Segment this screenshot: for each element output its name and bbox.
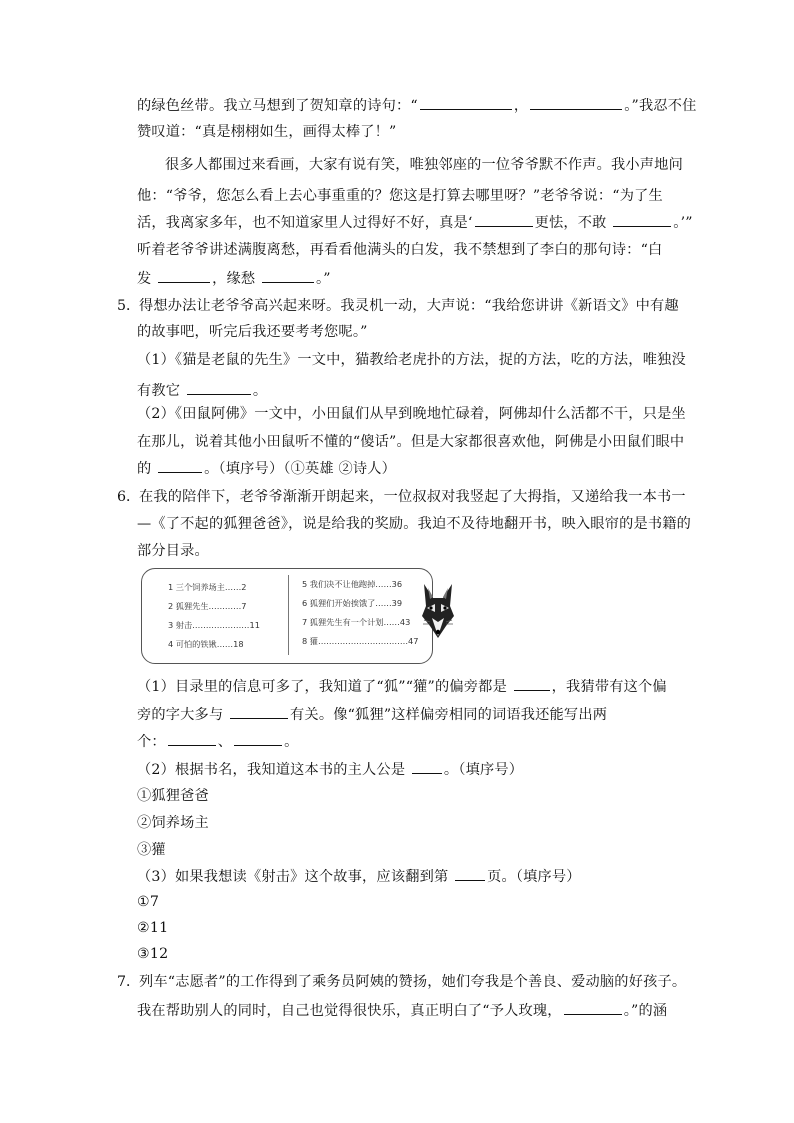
toc-entry: 3 射击…………………11 bbox=[168, 620, 260, 630]
para1-line2: 赞叹道：“真是栩栩如生，画得太棒了！” bbox=[137, 124, 397, 140]
q5-sub2-line1: （2）《田鼠阿佛》一文中，小田鼠们从早到晚地忙碌着，阿佛却什么活都不干，只是坐 bbox=[137, 406, 686, 422]
q6-sub2-option[interactable]: ②饲养场主 bbox=[137, 815, 209, 831]
toc-entry: 5 我们决不让他跑掉……36 bbox=[302, 579, 403, 589]
para2-line2: 他：“爷爷，您怎么看上去心事重重的？您这是打算去哪里呀？”老爷爷说：“为了生 bbox=[137, 188, 663, 204]
q6-sub2-option[interactable]: ①狐狸爸爸 bbox=[137, 788, 209, 804]
q5-line2: 的故事吧，听完后我还要考考您呢。” bbox=[137, 324, 368, 340]
toc-divider bbox=[288, 575, 289, 655]
question-number: 7． bbox=[117, 974, 141, 990]
q6-sub1-line2: 旁的字大多与 有关。像“狐狸”这样偏旁相同的词语我还能写出两 bbox=[137, 704, 607, 725]
q6-sub3-option[interactable]: ①7 bbox=[137, 894, 160, 910]
para1-line1: 的绿色丝带。我立马想到了贺知章的诗句：“ ， 。”我忍不住 bbox=[137, 95, 697, 116]
toc-entry: 7 狐狸先生有一个计划……43 bbox=[302, 617, 411, 627]
para2-line1: 很多人都围过来看画，大家有说有笑，唯独邻座的一位爷爷默不作声。我小声地问 bbox=[165, 157, 683, 173]
answer-blank[interactable] bbox=[455, 866, 485, 881]
q6-sub2-option[interactable]: ③獾 bbox=[137, 842, 166, 858]
q6-sub1-line1: （1）目录里的信息可多了，我知道了“狐”“獾”的偏旁都是 ，我猜带有这个偏 bbox=[137, 676, 667, 697]
toc-entry: 4 可怕的铁锹……18 bbox=[168, 639, 244, 649]
q6-sub3-option[interactable]: ③12 bbox=[137, 946, 169, 962]
q6-sub3-option[interactable]: ②11 bbox=[137, 920, 169, 936]
q5-line1: 得想办法让老爷爷高兴起来呀。我灵机一动，大声说：“我给您讲讲《新语文》中有趣 bbox=[139, 298, 679, 314]
q5-sub1-line2: 有教它 。 bbox=[137, 380, 267, 401]
fox-head-icon bbox=[420, 582, 456, 640]
toc-entry: 1 三个饲养场主……2 bbox=[168, 582, 247, 592]
answer-blank[interactable] bbox=[514, 676, 550, 691]
q5-sub2-line2: 在那儿，说着其他小田鼠听不懂的“傻话”。但是大家都很喜欢他，阿佛是小田鼠们眼中 bbox=[137, 434, 685, 450]
answer-blank[interactable] bbox=[158, 458, 202, 473]
question-number: 6． bbox=[117, 489, 141, 505]
table-of-contents bbox=[141, 568, 433, 664]
answer-blank[interactable] bbox=[168, 731, 216, 746]
question-number: 5． bbox=[117, 298, 141, 314]
q6-line3: 部分目录。 bbox=[137, 543, 209, 559]
q6-sub2-stem: （2）根据书名，我知道这本书的主人公是 。（填序号） bbox=[137, 759, 523, 780]
q6-line2: —《了不起的狐狸爸爸》，说是给我的奖励。我迫不及待地翻开书，映入眼帘的是书籍的 bbox=[137, 516, 692, 532]
answer-blank[interactable] bbox=[564, 1000, 622, 1015]
answer-blank[interactable] bbox=[530, 95, 622, 110]
toc-entry: 8 獾……………………………47 bbox=[302, 636, 419, 646]
q6-line1: 在我的陪伴下，老爷爷渐渐开朗起来，一位叔叔对我竖起了大拇指，又递给我一本书一 bbox=[139, 489, 686, 505]
answer-blank[interactable] bbox=[412, 759, 442, 774]
answer-blank[interactable] bbox=[420, 95, 512, 110]
q6-sub1-line3: 个： 、 。 bbox=[137, 731, 299, 752]
answer-blank[interactable] bbox=[187, 380, 251, 395]
answer-blank[interactable] bbox=[234, 731, 282, 746]
q6-sub3-stem: （3）如果我想读《射击》这个故事，应该翻到第 页。（填序号） bbox=[137, 866, 581, 887]
q7-line1: 列车“志愿者”的工作得到了乘务员阿姨的赞扬，她们夸我是个善良、爱动脑的好孩子。 bbox=[139, 974, 687, 990]
answer-blank[interactable] bbox=[475, 212, 533, 227]
q5-sub1-line1: （1）《猫是老鼠的先生》一文中，猫教给老虎扑的方法，捉的方法，吃的方法，唯独没 bbox=[137, 352, 686, 368]
toc-entry: 6 狐狸们开始挨饿了……39 bbox=[302, 598, 403, 608]
answer-blank[interactable] bbox=[230, 704, 288, 719]
q5-sub2-line3: 的 。（填序号）（①英雄 ②诗人） bbox=[137, 458, 396, 479]
q7-line2: 我在帮助别人的同时，自己也觉得很快乐，真正明白了“予人玫瑰， 。”的涵 bbox=[137, 1000, 667, 1021]
answer-blank[interactable] bbox=[262, 268, 314, 283]
toc-entry: 2 狐狸先生…………7 bbox=[168, 601, 247, 611]
para2-line5: 发 ，缘愁 。” bbox=[137, 268, 331, 289]
answer-blank[interactable] bbox=[158, 268, 210, 283]
para2-line4: 听着老爷爷讲述满腹离愁，再看看他满头的白发，我不禁想到了李白的那句诗：“白 bbox=[137, 242, 663, 258]
answer-blank[interactable] bbox=[613, 212, 671, 227]
para2-line3: 活，我离家多年，也不知道家里人过得好不好，真是‘ 更怯，不敢 。’” bbox=[137, 212, 693, 233]
